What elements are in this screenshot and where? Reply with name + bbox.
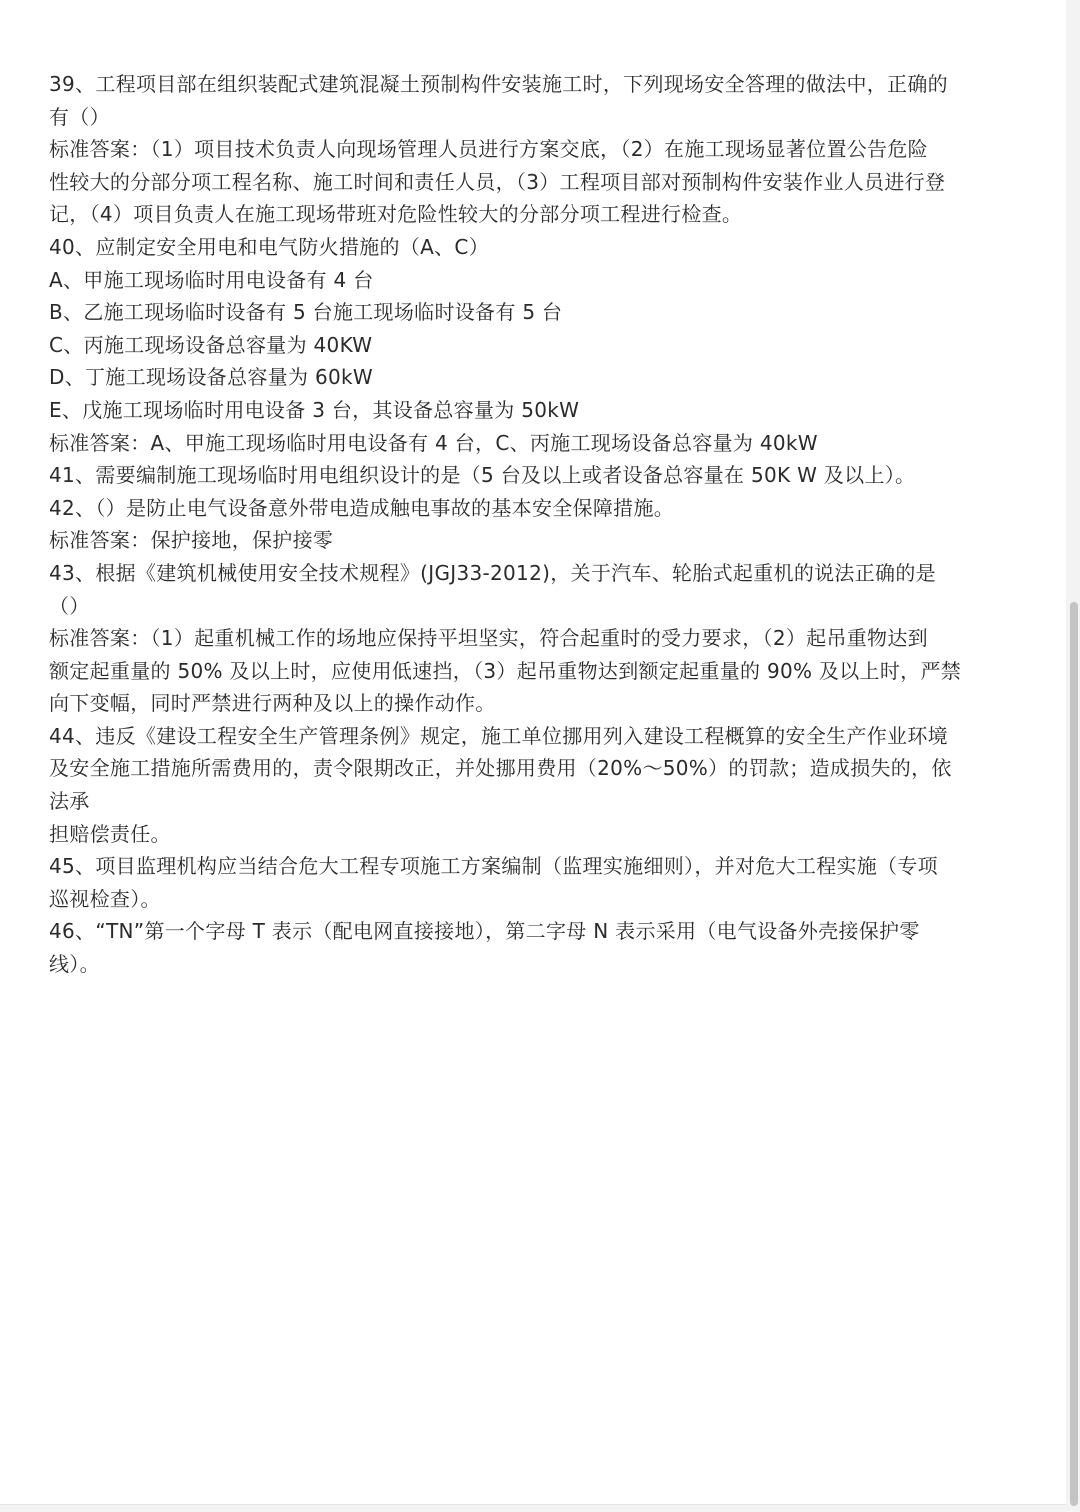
text-line: 额定起重量的 50% 及以上时，应使用低速挡，（3）起吊重物达到额定起重量的 90% 及以上时，严禁 [49, 658, 962, 683]
text-line: 向下变幅，同时严禁进行两种及以上的操作动作。 [49, 691, 496, 716]
text-line: 担赔偿责任。 [49, 821, 171, 846]
text-line: 标准答案：（1）起重机械工作的场地应保持平坦坚实，符合起重时的受力要求，（2）起吊重物达到 [49, 626, 928, 651]
scrollbar-track[interactable] [1066, 0, 1080, 1512]
text-line: E、戊施工现场临时用电设备 3 台，其设备总容量为 50kW [49, 397, 580, 422]
text-line: C、丙施工现场设备总容量为 40KW [49, 332, 373, 357]
text-line: 41、需要编制施工现场临时用电组织设计的是（5 台及以上或者设备总容量在 50K W 及以上）。 [49, 463, 916, 488]
text-line: A、甲施工现场临时用电设备有 4 台 [49, 267, 374, 292]
text-line: 线）。 [49, 952, 100, 977]
text-line: 标准答案：保护接地，保护接零 [49, 528, 334, 553]
text-line: 标准答案：（1）项目技术负责人向现场管理人员进行方案交底，（2）在施工现场显著位置公告危险 [49, 137, 928, 162]
text-line: 40、应制定安全用电和电气防火措施的（A、C） [49, 234, 489, 259]
text-line: 及安全施工措施所需费用的，责令限期改正，并处挪用费用（20%～50%）的罚款；造成损失的，依 [49, 756, 952, 781]
text-line: 记，（4）项目负责人在施工现场带班对危险性较大的分部分项工程进行检查。 [49, 202, 743, 227]
document-text [49, 68, 1034, 981]
text-line: D、丁施工现场设备总容量为 60kW [49, 365, 373, 390]
text-line: B、乙施工现场临时设备有 5 台施工现场临时设备有 5 台 [49, 300, 563, 325]
text-line: 法承 [49, 789, 90, 814]
text-line: 43、根据《建筑机械使用安全技术规程》(JGJ33-2012)，关于汽车、轮胎式起重机的说法正确的是 [49, 560, 936, 585]
scrollbar-thumb[interactable] [1070, 602, 1078, 1506]
text-line: 标准答案：A、甲施工现场临时用电设备有 4 台，C、丙施工现场设备总容量为 40kW [49, 430, 818, 455]
text-line: 性较大的分部分项工程名称、施工时间和责任人员，（3）工程项目部对预制构件安装作业人员进行登 [49, 169, 946, 194]
text-line: 有（） [49, 104, 110, 129]
text-line: 42、（）是防止电气设备意外带电造成触电事故的基本安全保障措施。 [49, 495, 675, 520]
text-line: （） [49, 593, 90, 618]
text-line: 巡视检查）。 [49, 886, 161, 911]
text-line: 39、工程项目部在组织装配式建筑混凝土预制构件安装施工时，下列现场安全答理的做法中，正确的 [49, 72, 948, 96]
text-line: 45、项目监理机构应当结合危大工程专项施工方案编制（监理实施细则），并对危大工程实施（专项 [49, 854, 938, 879]
text-line: 44、违反《建设工程安全生产管理条例》规定，施工单位挪用列入建设工程概算的安全生产作业环境 [49, 723, 948, 748]
text-line: 46、“TN”第一个字母 T 表示（配电网直接接地），第二字母 N 表示采用（电气设备外壳接保护零 [49, 919, 920, 944]
